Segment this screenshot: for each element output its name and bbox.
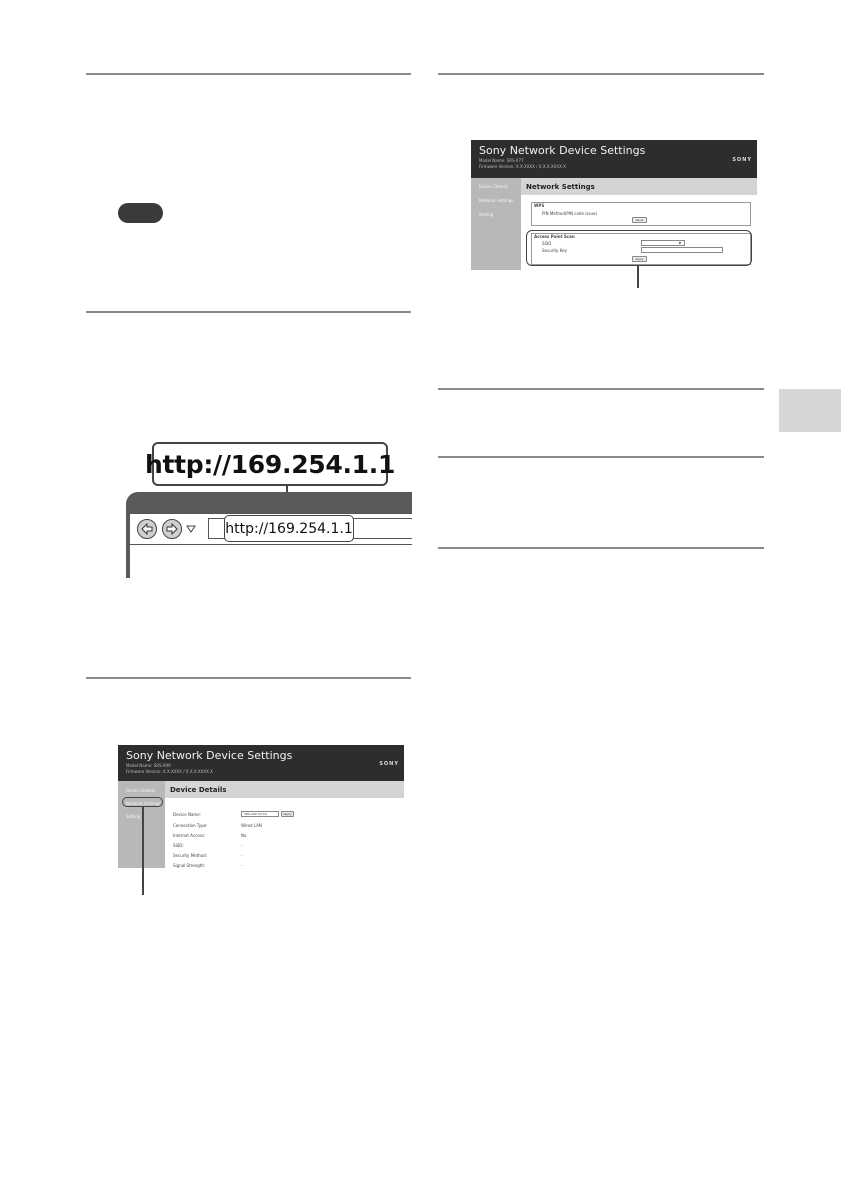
page-title: Device Details bbox=[170, 785, 227, 794]
security-method-value: - bbox=[241, 853, 243, 858]
ssid-label: SSID: bbox=[173, 843, 184, 848]
section-divider bbox=[86, 677, 411, 679]
app-header bbox=[471, 140, 757, 178]
highlight-network-settings bbox=[122, 797, 163, 807]
page-title: Network Settings bbox=[526, 182, 595, 191]
dropdown-triangle-icon[interactable] bbox=[186, 525, 196, 533]
section-divider bbox=[438, 388, 764, 390]
model-name: Model Name: SRS-X99 bbox=[126, 763, 171, 768]
section-divider bbox=[438, 456, 764, 458]
arrow-left-icon bbox=[141, 523, 153, 535]
security-method-label: Security Method: bbox=[173, 853, 208, 858]
browser-toolbar bbox=[130, 513, 412, 544]
arrow-right-icon bbox=[166, 523, 178, 535]
app-title: Sony Network Device Settings bbox=[479, 144, 646, 157]
ssid-label: SSID bbox=[542, 241, 552, 246]
sidebar-item-device-details[interactable]: Device Details bbox=[126, 788, 155, 793]
section-divider bbox=[438, 73, 764, 75]
back-button[interactable] bbox=[137, 519, 157, 539]
section-divider bbox=[438, 547, 764, 549]
page-title-bar bbox=[521, 178, 757, 195]
device-name-label: Device Name: bbox=[173, 812, 202, 817]
apply-button[interactable]: Apply bbox=[281, 811, 294, 817]
app-header bbox=[118, 745, 404, 781]
ssid-value: - bbox=[241, 843, 243, 848]
chevron-down-icon: ▼ bbox=[678, 241, 681, 245]
connection-type-label: Connection Type: bbox=[173, 823, 208, 828]
sony-logo: SONY bbox=[379, 761, 399, 767]
signal-strength-label: Signal Strength: bbox=[173, 863, 206, 868]
firmware-version: Firmware Version: X.X.XXXX / X.X.X.XXXX.X bbox=[479, 164, 566, 169]
device-name-value: SRS-X99 XX:XX bbox=[244, 812, 267, 816]
model-name: Model Name: SRS-X77 bbox=[479, 158, 524, 163]
callout-leader-line bbox=[637, 266, 639, 288]
sidebar-item-device-details[interactable]: Device Details bbox=[479, 184, 508, 189]
issue-button[interactable]: Issue bbox=[632, 217, 647, 223]
access-point-scan-heading: Access Point Scan bbox=[534, 234, 575, 239]
address-bar-url[interactable]: http://169.254.1.1 bbox=[224, 515, 354, 542]
page-title-bar bbox=[165, 781, 404, 798]
section-divider bbox=[86, 311, 411, 313]
security-key-label: Security Key bbox=[542, 248, 567, 253]
firmware-version: Firmware Version: X.X.XXXX / X.X.X.XXXX.X bbox=[126, 769, 213, 774]
browser-window bbox=[126, 492, 412, 578]
pin-method-label: PIN Method(PIN code issue) bbox=[542, 211, 598, 216]
signal-strength-value: - bbox=[241, 863, 243, 868]
sidebar-item-network-settings[interactable]: Network Settings bbox=[479, 198, 514, 203]
highlight-access-point-scan bbox=[526, 230, 752, 266]
section-tab bbox=[779, 389, 841, 432]
sidebar bbox=[471, 178, 521, 270]
sidebar-item-setting[interactable]: Setting bbox=[126, 814, 141, 819]
url-callout: http://169.254.1.1 bbox=[152, 442, 388, 486]
callout-leader-line bbox=[142, 807, 144, 895]
section-divider bbox=[86, 73, 411, 75]
app-title: Sony Network Device Settings bbox=[126, 749, 293, 762]
connection-type-value: Wired LAN bbox=[241, 823, 262, 828]
device-name-input[interactable] bbox=[241, 811, 279, 817]
browser-content bbox=[130, 544, 412, 578]
forward-button[interactable] bbox=[162, 519, 182, 539]
note-badge bbox=[118, 203, 163, 223]
wps-heading: WPS bbox=[534, 203, 545, 208]
apply-button[interactable]: Apply bbox=[632, 256, 647, 262]
sony-logo: SONY bbox=[732, 157, 752, 163]
device-details-screenshot bbox=[118, 745, 404, 868]
internet-access-value: No bbox=[241, 833, 247, 838]
internet-access-label: Internet Access: bbox=[173, 833, 206, 838]
sidebar-item-network-settings[interactable]: Network Settings bbox=[126, 801, 161, 806]
sidebar-item-setting[interactable]: Setting bbox=[479, 212, 494, 217]
